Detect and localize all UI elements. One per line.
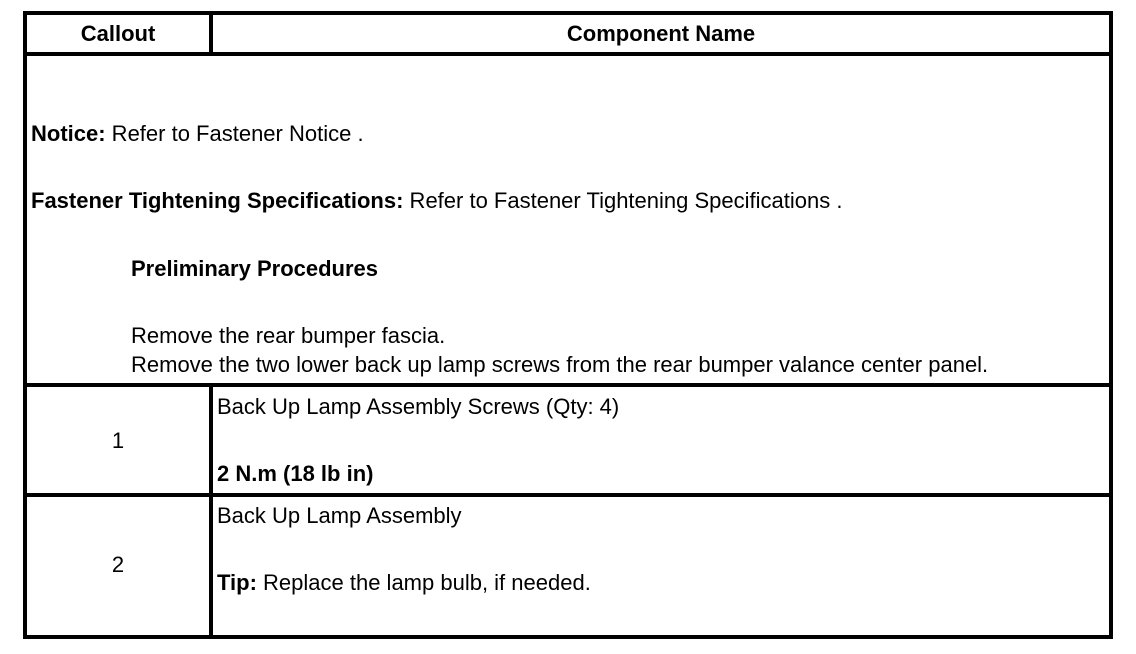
spec-line: [31, 188, 842, 214]
row-callout: 1: [111, 428, 125, 453]
torque-spec: 2 N.m (18 lb in): [217, 461, 374, 486]
tip-line: [217, 570, 591, 596]
row-component-name: Back Up Lamp Assembly: [217, 503, 462, 528]
tip-text: Replace the lamp bulb, if needed.: [256, 570, 591, 595]
step-item: Remove the rear bumper fascia.: [131, 323, 446, 348]
spec-label: Fastener Tightening Specifications:: [31, 188, 404, 213]
column-divider: [209, 383, 213, 639]
header-callout: Callout: [80, 21, 156, 46]
notice-line: [31, 121, 364, 147]
intro-divider: [27, 383, 1109, 387]
notice-label: Notice:: [31, 121, 106, 146]
row-callout: 2: [111, 552, 125, 577]
step-item: Remove the two lower back up lamp screws from the rear bumper valance center panel.: [131, 352, 989, 377]
preliminary-title: Preliminary Procedures: [131, 256, 379, 281]
row-component-name: Back Up Lamp Assembly Screws (Qty: 4): [217, 394, 620, 419]
tip-label: Tip:: [217, 570, 257, 595]
row-divider: [27, 493, 1109, 497]
notice-text: Refer to Fastener Notice .: [105, 121, 364, 146]
spec-text: Refer to Fastener Tightening Specifications .: [403, 188, 843, 213]
header-component-name: Component Name: [566, 21, 756, 46]
header-divider: [27, 52, 1109, 56]
